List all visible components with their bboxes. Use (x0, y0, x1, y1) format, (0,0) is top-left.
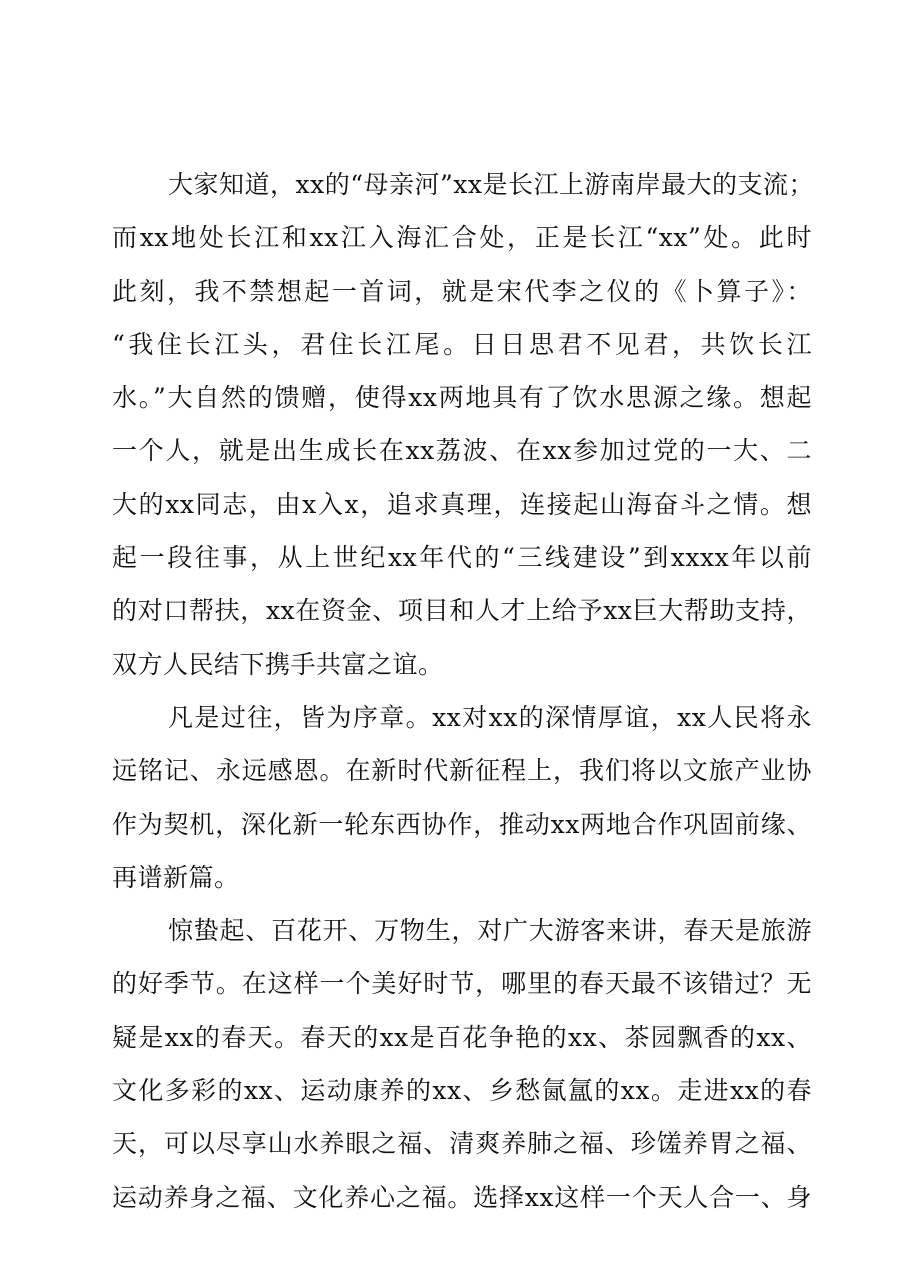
paragraph-2 (112, 696, 812, 900)
text-line: 起一段往事，从上世纪xx年代的“三线建设”到xxxx年以前 (112, 543, 812, 573)
text-line: 水。”大自然的馈赠，使得xx两地具有了饮水思源之缘。想起 (112, 383, 812, 413)
text-line: 凡是过往，皆为序章。xx对xx的深情厚谊，xx人民将永 (168, 702, 812, 732)
text-line: 天，可以尽享山水养眼之福、清爽养肺之福、珍馐养胃之福、 (112, 1129, 812, 1159)
text-line: 再谱新篇。 (112, 862, 240, 892)
text-line: 的好季节。在这样一个美好时节，哪里的春天最不该错过？无 (112, 969, 812, 999)
text-line: 此刻，我不禁想起一首词，就是宋代李之仪的《卜算子》： (112, 276, 812, 306)
text-line: “我住长江头，君住长江尾。日日思君不见君，共饮长江 (112, 329, 812, 359)
text-line: 的对口帮扶，xx在资金、项目和人才上给予xx巨大帮助支持， (112, 596, 812, 626)
text-line: 远铭记、永远感恩。在新时代新征程上，我们将以文旅产业协 (112, 756, 812, 786)
text-line: 双方人民结下携手共富之谊。 (112, 649, 444, 679)
document-body (112, 163, 812, 1229)
text-line: 大的xx同志，由x入x，追求真理，连接起山海奋斗之情。想 (112, 489, 812, 519)
text-line: 大家知道，xx的“母亲河”xx是长江上游南岸最大的支流； (168, 170, 814, 199)
text-line: 一个人，就是出生成长在xx荔波、在xx参加过党的一大、二 (112, 436, 812, 466)
paragraph-1 (112, 163, 812, 687)
text-line: 惊蛰起、百花开、万物生，对广大游客来讲，春天是旅游 (168, 916, 812, 946)
text-line: 运动养身之福、文化养心之福。选择xx这样一个天人合一、身 (112, 1182, 812, 1212)
text-line: 疑是xx的春天。春天的xx是百花争艳的xx、茶园飘香的xx、 (112, 1022, 812, 1052)
paragraph-3 (112, 909, 812, 1219)
text-line: 文化多彩的xx、运动康养的xx、乡愁氤氲的xx。走进xx的春 (112, 1076, 812, 1106)
text-line: 而xx地处长江和xx江入海汇合处，正是长江“xx”处。此时 (112, 223, 812, 253)
text-line: 作为契机，深化新一轮东西协作，推动xx两地合作巩固前缘、 (112, 809, 812, 839)
